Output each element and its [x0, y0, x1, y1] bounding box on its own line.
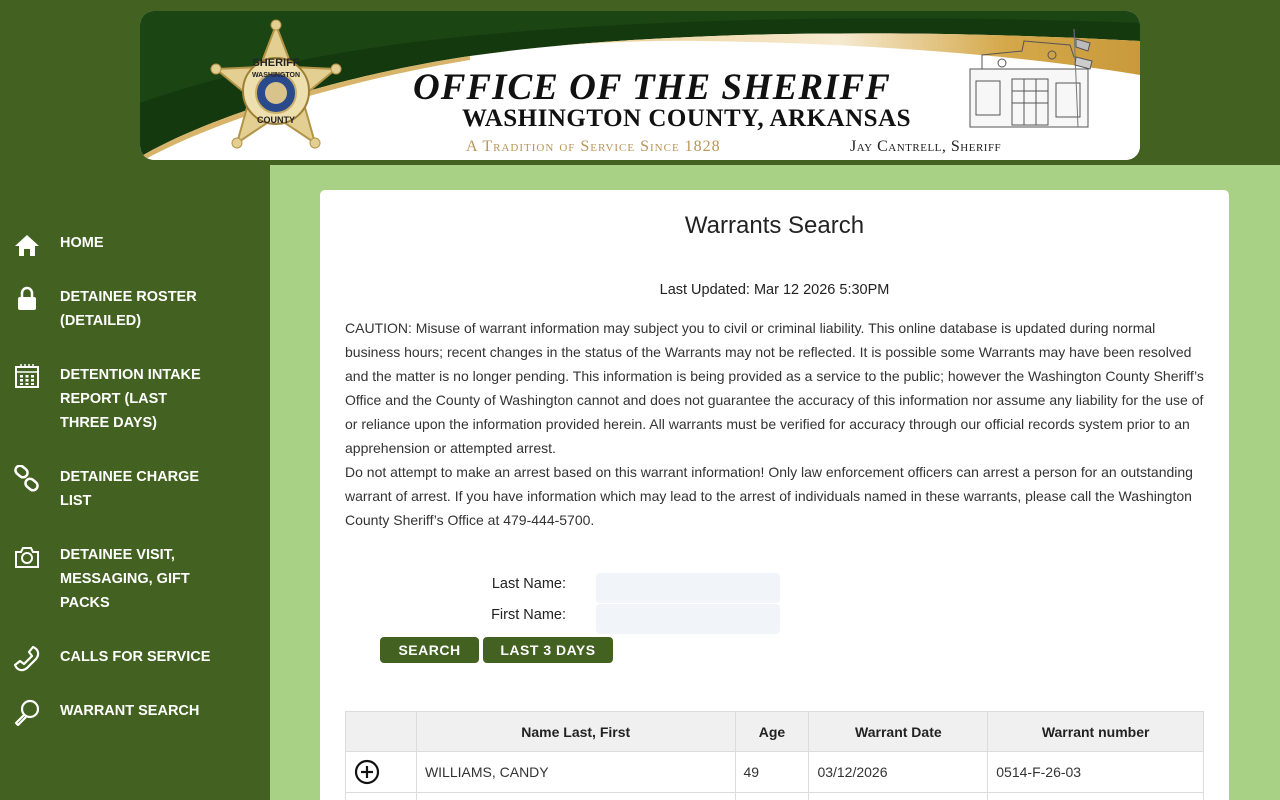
sidebar-item-label: HOME — [60, 235, 104, 251]
svg-text:SHERIFF: SHERIFF — [252, 57, 300, 69]
cell-name: WILLIAMS, CANDY — [416, 752, 735, 793]
search-button[interactable]: SEARCH — [380, 637, 479, 663]
expand-cell — [346, 793, 417, 800]
phone-icon — [13, 645, 41, 673]
header-banner — [140, 11, 1140, 160]
sidebar-item-label: CALLS FOR SERVICE — [60, 649, 211, 665]
table-row — [346, 793, 1204, 800]
caution-paragraph: CAUTION: Misuse of warrant information may subject you to civil or criminal liability. This online database is updated during normal business hours; recent changes in the status of the Warrants may not be reflected. It is possible some Warrants may have been resolved and the matter is no longer pending. This information is being provided as a service to the public; however the Washington County Sheriff’s Office and the County of Washington cannot and does not guarantee the accuracy of this information nor assume any liability for the use of or reliance upon the information provided herein. All warrants must be verified for accuracy through our official records system prior to an apprehension or attempted arrest. — [345, 320, 1204, 456]
last-updated-text: Last Updated: Mar 12 2026 5:30PM — [659, 282, 890, 298]
magnifier-icon — [13, 699, 41, 727]
svg-text:COUNTY: COUNTY — [257, 115, 295, 125]
sidebar-item-label: DETAINEE ROSTER (DETAILED) — [60, 289, 197, 329]
last-3-days-button[interactable]: LAST 3 DAYS — [483, 637, 613, 663]
lock-icon — [13, 285, 41, 313]
courthouse-sketch — [962, 29, 1102, 134]
table-row — [346, 752, 1204, 793]
last-name-input[interactable] — [596, 573, 780, 603]
last-name-label: Last Name: — [491, 576, 566, 592]
camera-icon — [13, 543, 41, 571]
cell-warrant-number — [988, 793, 1204, 800]
cell-age — [735, 793, 809, 800]
column-header-name[interactable]: Name Last, First — [416, 712, 735, 752]
banner-tagline: A Tradition of Service Since 1828 — [466, 138, 721, 155]
cell-name — [416, 793, 735, 800]
sidebar-item-label: DETAINEE CHARGE LIST — [60, 469, 200, 509]
home-icon — [13, 231, 41, 259]
cell-warrant-date: 03/12/2026 — [809, 752, 988, 793]
svg-text:WASHINGTON: WASHINGTON — [251, 72, 301, 79]
arrest-notice-paragraph: Do not attempt to make an arrest based on this warrant information! Only law enforcement officers can arrest a person for an outstanding warrant of arrest. If you have information which may lead to the arrest of individuals named in these warrants, please call the Washington County Sheriff’s Office at 479-444-5700. — [345, 464, 1193, 528]
cell-age: 49 — [735, 752, 809, 793]
banner-sheriff-name: Jay Cantrell, Sheriff — [850, 138, 1002, 155]
first-name-label: First Name: — [491, 607, 566, 623]
column-header-warrant-number[interactable]: Warrant number — [988, 712, 1204, 752]
sidebar-item-label: DETENTION INTAKE REPORT (LAST THREE DAYS) — [60, 367, 201, 431]
page-title: Warrants Search — [684, 212, 865, 239]
column-header-warrant-date[interactable]: Warrant Date — [809, 712, 988, 752]
sidebar-item-label: DETAINEE VISIT, MESSAGING, GIFT PACKS — [60, 547, 190, 611]
warrants-table — [345, 711, 1204, 800]
cell-warrant-number: 0514-F-26-03 — [988, 752, 1204, 793]
sidebar-nav — [0, 165, 270, 800]
banner-title: OFFICE OF THE SHERIFF — [413, 67, 891, 108]
column-header-expand — [346, 712, 417, 752]
warrants-card — [320, 190, 1229, 800]
first-name-input[interactable] — [596, 604, 780, 634]
calendar-icon — [13, 363, 41, 391]
banner-subtitle: WASHINGTON COUNTY, ARKANSAS — [462, 105, 912, 132]
expand-cell — [346, 752, 417, 793]
chain-link-icon — [13, 465, 41, 493]
plus-circle-icon[interactable] — [354, 759, 380, 785]
cell-warrant-date — [809, 793, 988, 800]
table-header-row — [346, 712, 1204, 752]
sheriff-star-badge — [210, 19, 342, 154]
sidebar-item-label: WARRANT SEARCH — [60, 703, 200, 719]
column-header-age[interactable]: Age — [735, 712, 809, 752]
